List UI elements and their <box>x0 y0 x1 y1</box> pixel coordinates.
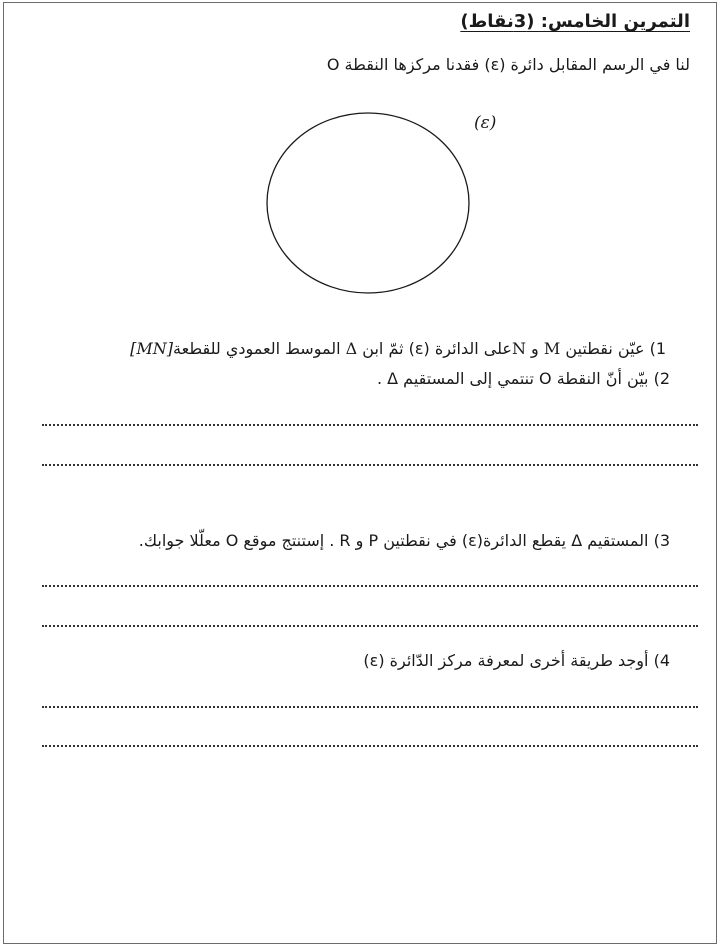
answer-line <box>42 464 698 466</box>
circle-epsilon <box>267 113 469 293</box>
question-1 <box>130 339 666 358</box>
q1-prefix: 1) عيّن نقطتين <box>560 339 666 358</box>
answer-line <box>42 585 698 587</box>
segment-mn: [MN] <box>130 339 174 358</box>
exercise-title: التمرين الخامس: (3نقاط) <box>460 11 690 32</box>
q1-suffix: الموسط العمودي للقطعة <box>173 339 346 358</box>
answer-line <box>42 625 698 627</box>
line-delta: Δ <box>345 339 358 358</box>
circle-label: (ε) <box>474 113 497 133</box>
answer-line <box>42 745 698 747</box>
point-m: M <box>543 339 561 358</box>
answer-line <box>42 706 698 708</box>
circle-figure <box>244 107 514 307</box>
question-3: 3) المستقيم Δ يقطع الدائرة(ε) في نقطتين P و R . إستنتج موقع O معلّلا جوابك. <box>138 531 670 550</box>
point-n: N <box>511 339 526 358</box>
q1-middle: على الدائرة (ε) ثمّ ابن <box>357 339 512 358</box>
intro-statement: لنا في الرسم المقابل دائرة (ε) فقدنا مركزها النقطة O <box>326 55 690 74</box>
q1-and: و <box>525 339 544 358</box>
circle-drawing <box>244 107 514 307</box>
answer-line <box>42 424 698 426</box>
question-2: 2) بيّن أنّ النقطة O تنتمي إلى المستقيم Δ . <box>376 369 670 388</box>
worksheet-page <box>3 2 717 944</box>
question-4: 4) أوجد طريقة أخرى لمعرفة مركز الدّائرة (ε) <box>363 651 670 670</box>
